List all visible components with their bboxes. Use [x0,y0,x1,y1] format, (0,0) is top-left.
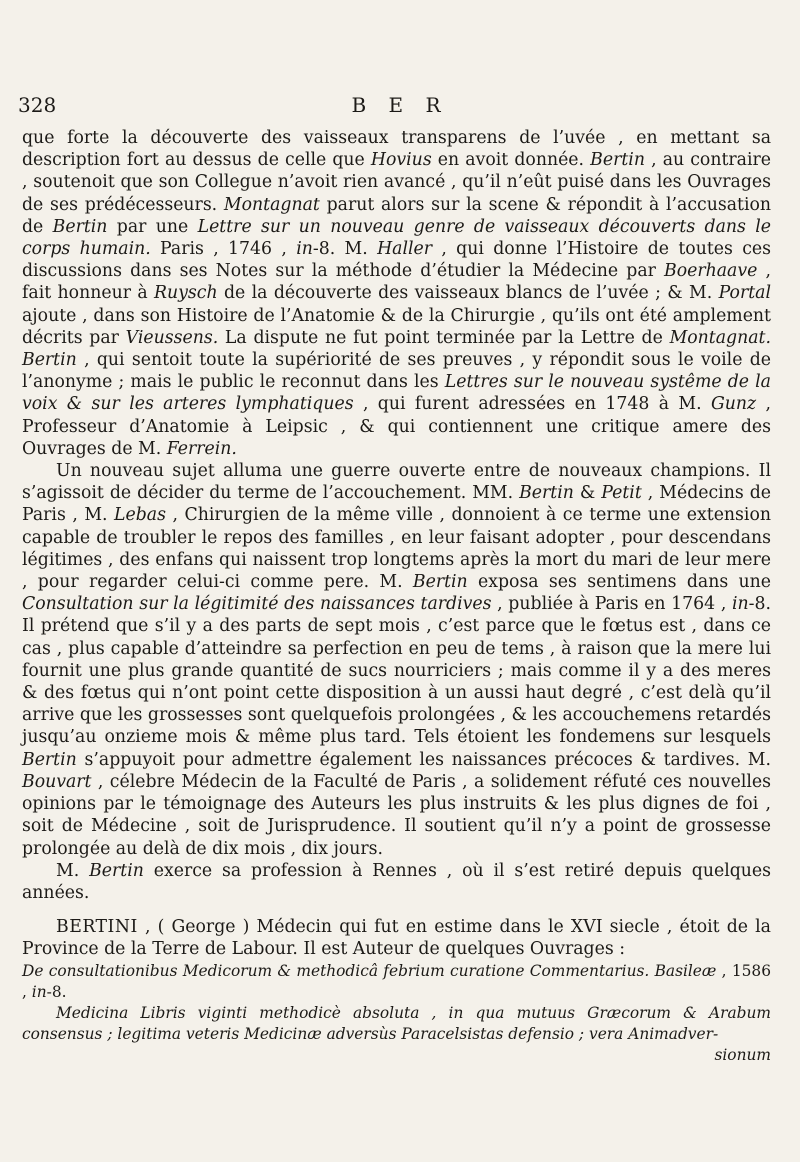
text-run: , Médecins de Paris , M. [22,483,771,526]
text-run: , Chirurgien de la même ville , donnoient à ce terme une extension capable de troubler le repos des familles , en leur faisant adopter , pour descendans légitimes , des enfans qui naissent trop longtems après la mort du mari de leur mere , pour regarder celui-ci comme pere. M. [22,505,771,593]
italic-text: Lebas [114,505,166,526]
italic-text: Bertin [519,483,574,504]
italic-text: Bertin [22,350,77,371]
text-run: -8. [46,982,67,1001]
italic-text: Bertin [22,749,77,770]
italic-text: in [31,982,47,1001]
italic-text: Ruysch [154,283,218,304]
italic-text: Petit [601,483,642,504]
running-head [0,93,800,121]
text-run: de la découverte des vaisseaux blancs de l’uvée ; & M. [217,283,719,304]
text-run: s’appuyoit pour admettre également les naissances précoces & tardives. M. [76,749,771,770]
text-run: Un nouveau sujet alluma une guerre ouverte entre de nouveaux champions. Il s’agissoit de décider du terme de l’accouchement. MM. [22,461,771,504]
text-run: exposa ses sentimens dans une [467,572,771,593]
reference-consultationibus [22,961,771,1003]
text-run: , célebre Médecin de la Faculté de Paris , a solidement réfuté ces nouvelles opinions par le témoignage des Auteurs les plus instruits & les plus dignes de foi , soit de Médecine , soit de Jurisprudence. Il soutient qu’il n’y a point de grossesse prolongée au delà de dix mois , dix jours. [22,771,771,859]
text-run: , ( George ) Médecin qui fut en estime dans le XVI siecle , étoit de la Province de la Terre de Labour. Il est Auteur de quelques Ouvrages : [22,917,771,960]
entry-bertini [22,916,771,960]
italic-text: Medicina Libris viginti methodicè absoluta , in qua mutuus Græcorum & Arabum consensus ; legitima veteris Medicinæ adversùs Paracelsistas defensio ; vera Animadver- [22,1003,771,1043]
text-run: -8. Il prétend que s’il y a des parts de sept mois , c’est parce que le fœtus est , dans ce cas , plus capable d’atteindre sa perfection en peu de tems , à raison que la mere lui fournit une plus grande quantité de sucs nourriciers ; mais comme il y a des meres & des fœtus qui n’ont point cette disposition à un aussi haut degré , c’est delà qu’il arrive que les grossesses sont quelquefois prolongées , & les accouchemens retardés jusqu’au onzieme mois & même plus tard. Tels étoient les fondemens sur lesquels [22,594,771,748]
reference-medicina [22,1003,771,1066]
italic-text: Haller [377,239,432,260]
paragraph-ouvee-dispute [22,127,771,460]
italic-text: Lettres sur le nouveau systême de la voix & sur les arteres lymphatiques [22,372,771,415]
italic-text: in [296,239,313,260]
text-run: M. [56,860,90,881]
italic-text: Lettre sur un nouveau genre de vaisseaux découverts dans le corps humain. [22,216,771,260]
body-text [22,127,771,1066]
text-run: -8. M. [312,239,378,260]
text-run: en avoit donnée. [431,150,591,171]
italic-text: Bertin [52,216,108,237]
italic-text: De consultationibus Medicorum & methodicâ febrium curatione Commentarius. [22,961,650,980]
page-number: 328 [18,93,57,117]
italic-text: Hovius [370,150,432,171]
text-run: Paris , 1746 , [150,239,297,260]
text-run: , au contraire , soutenoit que son Collegue n’avoit rien avancé , qu’il n’eût puisé dans les Ouvrages de ses prédécesseurs. [22,150,771,215]
italic-text: Portal [718,283,771,304]
italic-text: Boerhaave [664,261,758,282]
paragraph-rennes [22,860,771,904]
paragraph-accouchement [22,460,771,860]
italic-text: Bertin [590,150,645,171]
italic-text: Bertin [412,572,468,593]
running-title: B E R [351,93,449,117]
text-run: , fait honneur à [22,261,771,304]
text-run: , qui sentoit toute la supériorité de ses preuves , y répondit sous le voile de l’anonyme ; mais le public le reconnut dans les [22,350,771,393]
italic-text: Consultation sur la légitimité des naissances tardives [22,594,492,615]
text-run: par une [107,216,198,237]
italic-text: Basileæ [654,961,717,980]
text-run: , Professeur d’Anatomie à Leipsic , & qui contiennent une critique amere des Ouvrages de M. [22,394,771,459]
entry-name: BERTINI [56,917,138,938]
italic-text: Bertin [89,860,144,881]
continued-word: sionum [714,1045,771,1064]
text-run: , 1586 , [22,961,771,1001]
text-run: , qui furent adressées en 1748 à M. [353,394,711,415]
text-run: exerce sa profession à Rennes , où il s’est retiré depuis quelques années. [22,860,772,903]
text-run: & [573,483,602,504]
italic-text: Ferrein. [166,438,237,459]
text-run: , qui donne l’Histoire de toutes ces discussions dans ses Notes sur la méthode d’étudier la Médecine par [22,239,771,282]
text-run: La dispute ne fut point terminée par la Lettre de [218,327,670,348]
text-run: , publiée à Paris en 1764 , [491,594,732,615]
italic-text: Montagnat. [669,327,771,348]
italic-text: Bouvart [22,771,92,792]
italic-text: Montagnat [223,194,320,215]
italic-text: Gunz [710,394,757,415]
italic-text: in [731,594,749,615]
text-run: ajoute , dans son Histoire de l’Anatomie & de la Chirurgie , qu’ils ont été amplement décrits par [22,305,771,348]
text-run: que forte la découverte des vaisseaux transparens de l’uvée , en mettant sa description fort au dessus de celle que [22,128,771,171]
text-run: parut alors sur la scene & répondit à l’accusation de [22,194,772,237]
italic-text: Vieussens. [125,327,219,348]
